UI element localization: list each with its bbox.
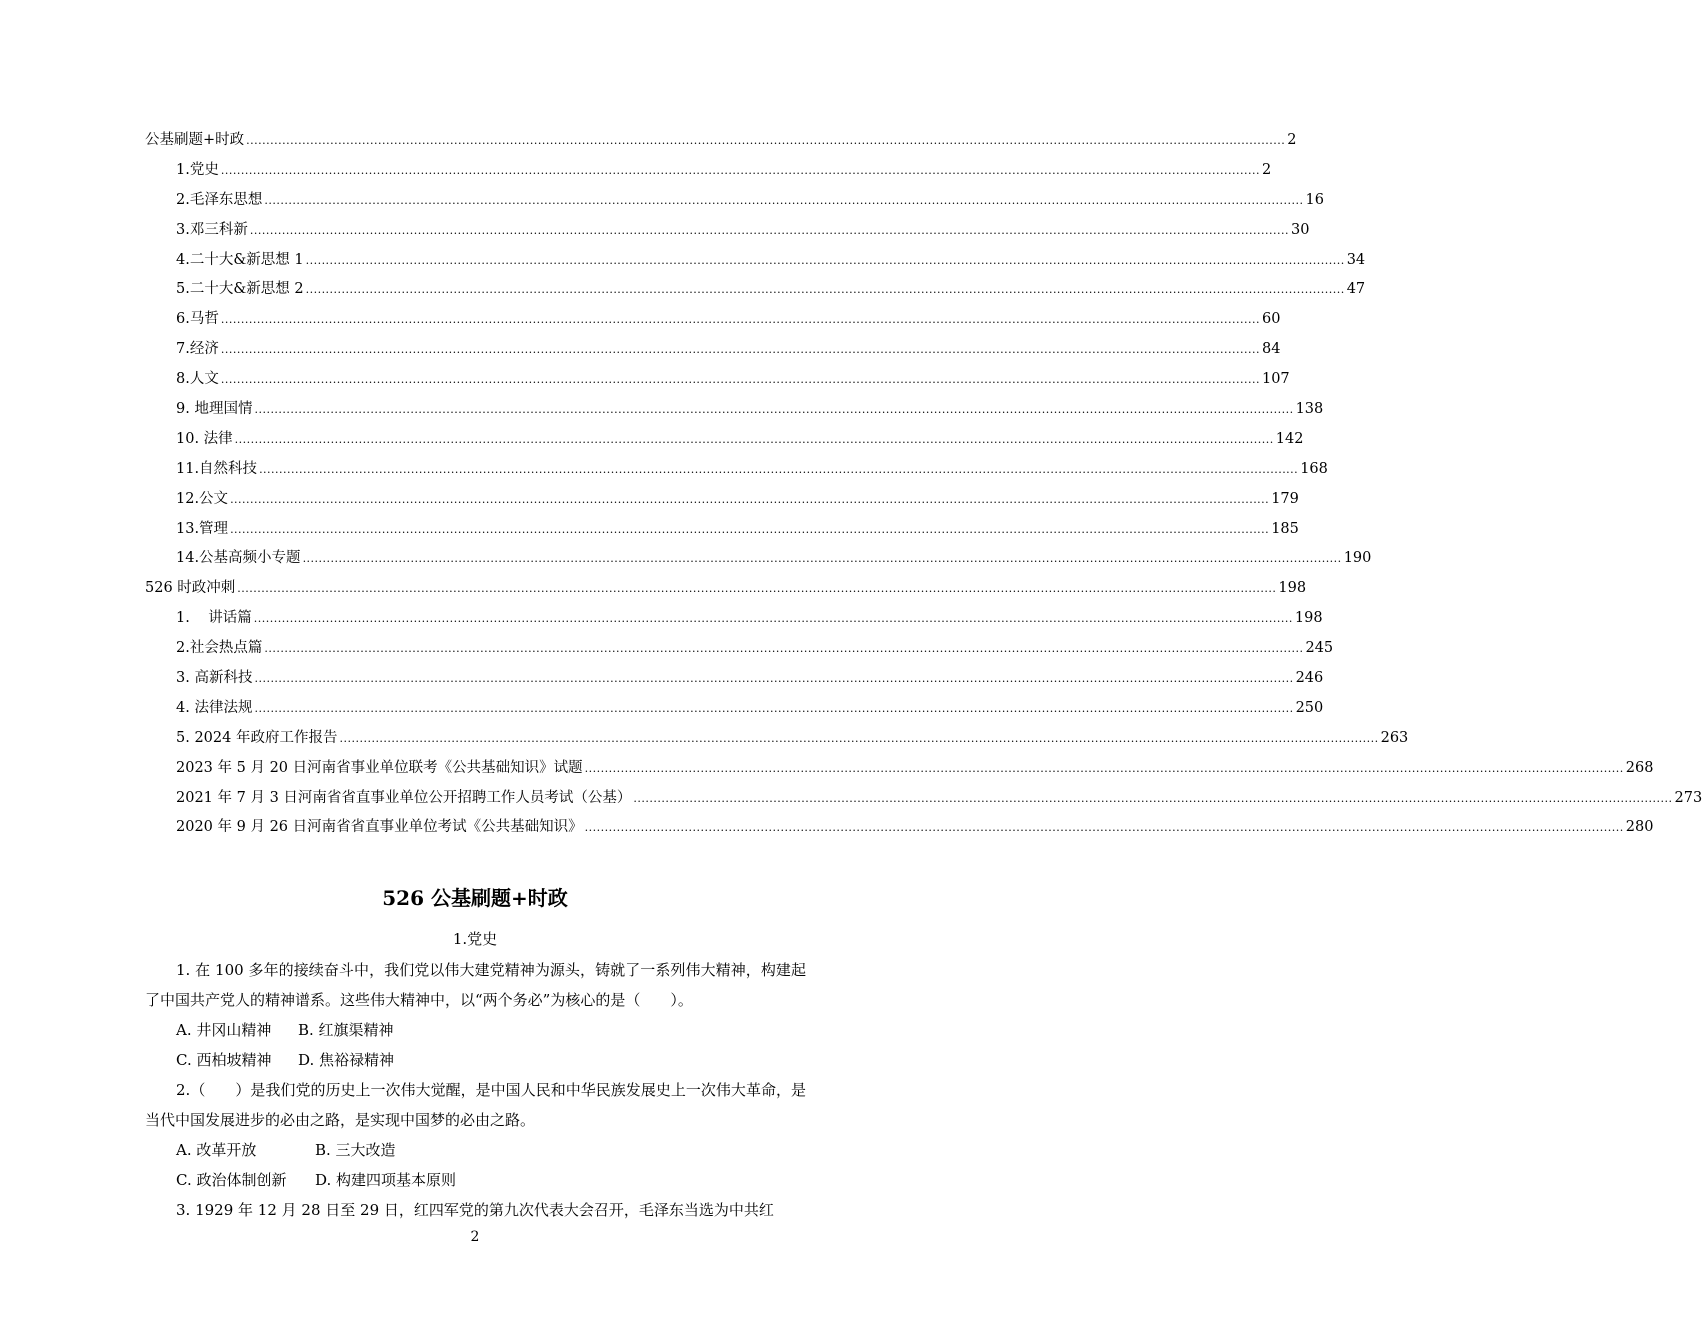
toc-leader-dots: .................................................................................................................................................................................................................................................................... <box>259 462 1299 476</box>
toc-entry-title: 2023 年 5 月 20 日河南省事业单位联考《公共基础知识》试题 <box>176 759 583 776</box>
question-1-option-a: A. 井冈山精神 <box>176 1021 272 1039</box>
toc-entry-page: 2 <box>1261 161 1272 178</box>
toc-entry-title: 6.马哲 <box>176 311 219 328</box>
toc-entry[interactable] <box>145 305 1281 335</box>
toc-entry-page: 179 <box>1271 490 1299 507</box>
toc-entry-title: 2020 年 9 月 26 日河南省省直事业单位考试《公共基础知识》 <box>176 819 583 836</box>
question-1-option-d: D. 焦裕禄精神 <box>298 1051 395 1069</box>
toc-entry-title: 1.党史 <box>176 161 219 178</box>
toc-leader-dots: .................................................................................................................................................................................................................................................................... <box>246 134 1286 147</box>
question-1-option-b: B. 红旗渠精神 <box>298 1021 394 1039</box>
toc-entry[interactable] <box>145 246 1366 276</box>
toc-leader-dots: .................................................................................................................................................................................................................................................................... <box>220 343 1260 357</box>
question-2-text: 2.（ ）是我们党的历史上一次伟大觉醒，是中国人民和中华民族发展史上一次伟大革命，是当代中国发展进步的必由之路，是实现中国梦的必由之路。 <box>145 1081 806 1129</box>
toc-leader-dots: .................................................................................................................................................................................................................................................................... <box>584 821 1624 835</box>
toc-entry-page: 142 <box>1275 430 1304 447</box>
question-body <box>145 955 806 1225</box>
toc-entry[interactable] <box>145 724 1409 754</box>
toc-entry-page: 34 <box>1346 251 1366 268</box>
toc-entry-title: 1. 讲话篇 <box>176 610 252 627</box>
toc-leader-dots: .................................................................................................................................................................................................................................................................... <box>302 552 1342 566</box>
toc-entry-page: 84 <box>1261 341 1281 358</box>
toc-entry-title: 4. 法律法规 <box>176 699 253 716</box>
toc-entry-page: 60 <box>1261 311 1281 328</box>
toc-entry-title: 2.毛泽东思想 <box>176 191 263 208</box>
toc-entry-title: 3.邓三科新 <box>176 221 248 238</box>
toc-entry-page: 185 <box>1271 520 1299 537</box>
toc-entry-title: 10. 法律 <box>176 430 233 447</box>
question-2-option-a: A. 改革开放 <box>176 1141 257 1159</box>
toc-entry-page: 16 <box>1305 191 1324 208</box>
toc-entry-title: 9. 地理国情 <box>176 401 253 418</box>
toc-entry-page: 30 <box>1290 221 1310 238</box>
toc-entry-title: 3. 高新科技 <box>176 670 253 687</box>
toc-entry-page: 168 <box>1300 460 1328 477</box>
toc-leader-dots: .................................................................................................................................................................................................................................................................... <box>339 731 1379 745</box>
toc-leader-dots: .................................................................................................................................................................................................................................................................... <box>633 791 1673 805</box>
toc-leader-dots: .................................................................................................................................................................................................................................................................... <box>253 612 1293 626</box>
toc-entry-title: 5.二十大&新思想 2 <box>176 281 304 298</box>
toc-entry[interactable] <box>145 694 1324 724</box>
toc-entry-title: 8.人文 <box>176 371 219 388</box>
question-2-option-c: C. 政治体制创新 <box>176 1171 287 1189</box>
toc-entry[interactable] <box>145 485 1299 515</box>
toc-entry-page: 198 <box>1278 580 1307 597</box>
question-2-options-row-1 <box>145 1135 806 1165</box>
toc-entry-page: 280 <box>1625 819 1654 836</box>
toc-entry-page: 246 <box>1295 670 1324 687</box>
toc-entry-page: 273 <box>1674 789 1702 806</box>
toc-entry[interactable] <box>145 515 1299 545</box>
toc-entry[interactable] <box>145 275 1366 305</box>
toc-leader-dots: .................................................................................................................................................................................................................................................................... <box>264 642 1304 656</box>
toc-entry-title: 5. 2024 年政府工作报告 <box>176 729 338 746</box>
toc-entry-page: 107 <box>1261 371 1290 388</box>
toc-entry[interactable] <box>145 784 1702 814</box>
toc-entry[interactable] <box>145 455 1328 485</box>
question-1-option-c: C. 西柏坡精神 <box>176 1051 272 1069</box>
toc-leader-dots: .................................................................................................................................................................................................................................................................... <box>230 492 1270 506</box>
question-1-options-row-2 <box>145 1045 806 1075</box>
toc-entry[interactable] <box>145 335 1281 365</box>
toc-entry[interactable] <box>145 126 1297 156</box>
toc-entry[interactable] <box>145 156 1272 186</box>
toc-entry[interactable] <box>145 754 1654 784</box>
toc-entry-title: 7.经济 <box>176 341 219 358</box>
toc-entry[interactable] <box>145 425 1304 455</box>
toc-entry-title: 4.二十大&新思想 1 <box>176 251 304 268</box>
toc-leader-dots: .................................................................................................................................................................................................................................................................... <box>234 432 1274 446</box>
toc-entry-title: 13.管理 <box>176 520 229 537</box>
toc-leader-dots: .................................................................................................................................................................................................................................................................... <box>584 761 1624 775</box>
toc-leader-dots: .................................................................................................................................................................................................................................................................... <box>305 283 1345 297</box>
question-1-text: 1. 在 100 多年的接续奋斗中，我们党以伟大建党精神为源头，铸就了一系列伟大精神，构建起了中国共产党人的精神谱系。这些伟大精神中，以“两个务必”为核心的是（ ）。 <box>145 961 806 1009</box>
toc-entry[interactable] <box>145 395 1324 425</box>
question-3-text: 3. 1929 年 12 月 28 日至 29 日，红四军党的第九次代表大会召开，毛泽东当选为中共红 <box>176 1201 774 1219</box>
question-1-options-row-1 <box>145 1015 806 1045</box>
toc-leader-dots: .................................................................................................................................................................................................................................................................... <box>254 672 1294 686</box>
toc-leader-dots: .................................................................................................................................................................................................................................................................... <box>264 193 1304 207</box>
toc-entry-title: 14.公基高频小专题 <box>176 550 301 567</box>
toc-entry[interactable] <box>145 604 1323 634</box>
toc-entry-title: 2.社会热点篇 <box>176 640 263 657</box>
question-2-option-b: B. 三大改造 <box>315 1141 396 1159</box>
toc-leader-dots: .................................................................................................................................................................................................................................................................... <box>305 253 1345 267</box>
toc-entry-page: 245 <box>1305 640 1334 657</box>
toc-entry[interactable] <box>145 574 1307 604</box>
toc-entry-page: 198 <box>1294 610 1323 627</box>
toc-leader-dots: .................................................................................................................................................................................................................................................................... <box>254 701 1294 715</box>
toc-entry-title: 公基刷题+时政 <box>145 132 245 148</box>
toc-leader-dots: .................................................................................................................................................................................................................................................................... <box>220 163 1260 177</box>
toc-leader-dots: .................................................................................................................................................................................................................................................................... <box>220 313 1260 327</box>
toc-entry-page: 250 <box>1295 699 1324 716</box>
toc-entry[interactable] <box>145 216 1310 246</box>
section-subtitle: 1.党史 <box>452 930 498 948</box>
toc-entry-page: 138 <box>1295 401 1324 418</box>
question-2-options-row-2 <box>145 1165 806 1195</box>
toc-entry-page: 47 <box>1346 281 1366 298</box>
question-2-option-d: D. 构建四项基本原则 <box>315 1171 457 1189</box>
toc-entry-title: 11.自然科技 <box>176 460 258 477</box>
toc-entry-title: 12.公文 <box>176 490 229 507</box>
toc-leader-dots: .................................................................................................................................................................................................................................................................... <box>230 522 1270 536</box>
toc-entry-page: 190 <box>1343 550 1372 567</box>
toc-entry[interactable] <box>145 664 1324 694</box>
toc-leader-dots: .................................................................................................................................................................................................................................................................... <box>254 403 1294 417</box>
toc-entry-title: 526 时政冲刺 <box>145 580 236 597</box>
section-title: 526 公基刷题+时政 <box>382 886 568 910</box>
toc-entry[interactable] <box>145 813 1654 843</box>
toc-entry[interactable] <box>145 634 1334 664</box>
page-number: 2 <box>470 1229 480 1245</box>
toc-entry[interactable] <box>145 544 1372 574</box>
toc-entry-title: 2021 年 7 月 3 日河南省省直事业单位公开招聘工作人员考试（公基） <box>176 789 632 806</box>
toc-leader-dots: .................................................................................................................................................................................................................................................................... <box>249 223 1289 237</box>
toc-entry-page: 268 <box>1625 759 1654 776</box>
toc-entry-page: 2 <box>1287 132 1297 148</box>
toc-leader-dots: .................................................................................................................................................................................................................................................................... <box>220 373 1260 387</box>
toc-entry[interactable] <box>145 186 1324 216</box>
toc-entry[interactable] <box>145 365 1290 395</box>
table-of-contents <box>145 126 1702 843</box>
toc-leader-dots: .................................................................................................................................................................................................................................................................... <box>237 582 1277 596</box>
toc-entry-page: 263 <box>1380 729 1409 746</box>
